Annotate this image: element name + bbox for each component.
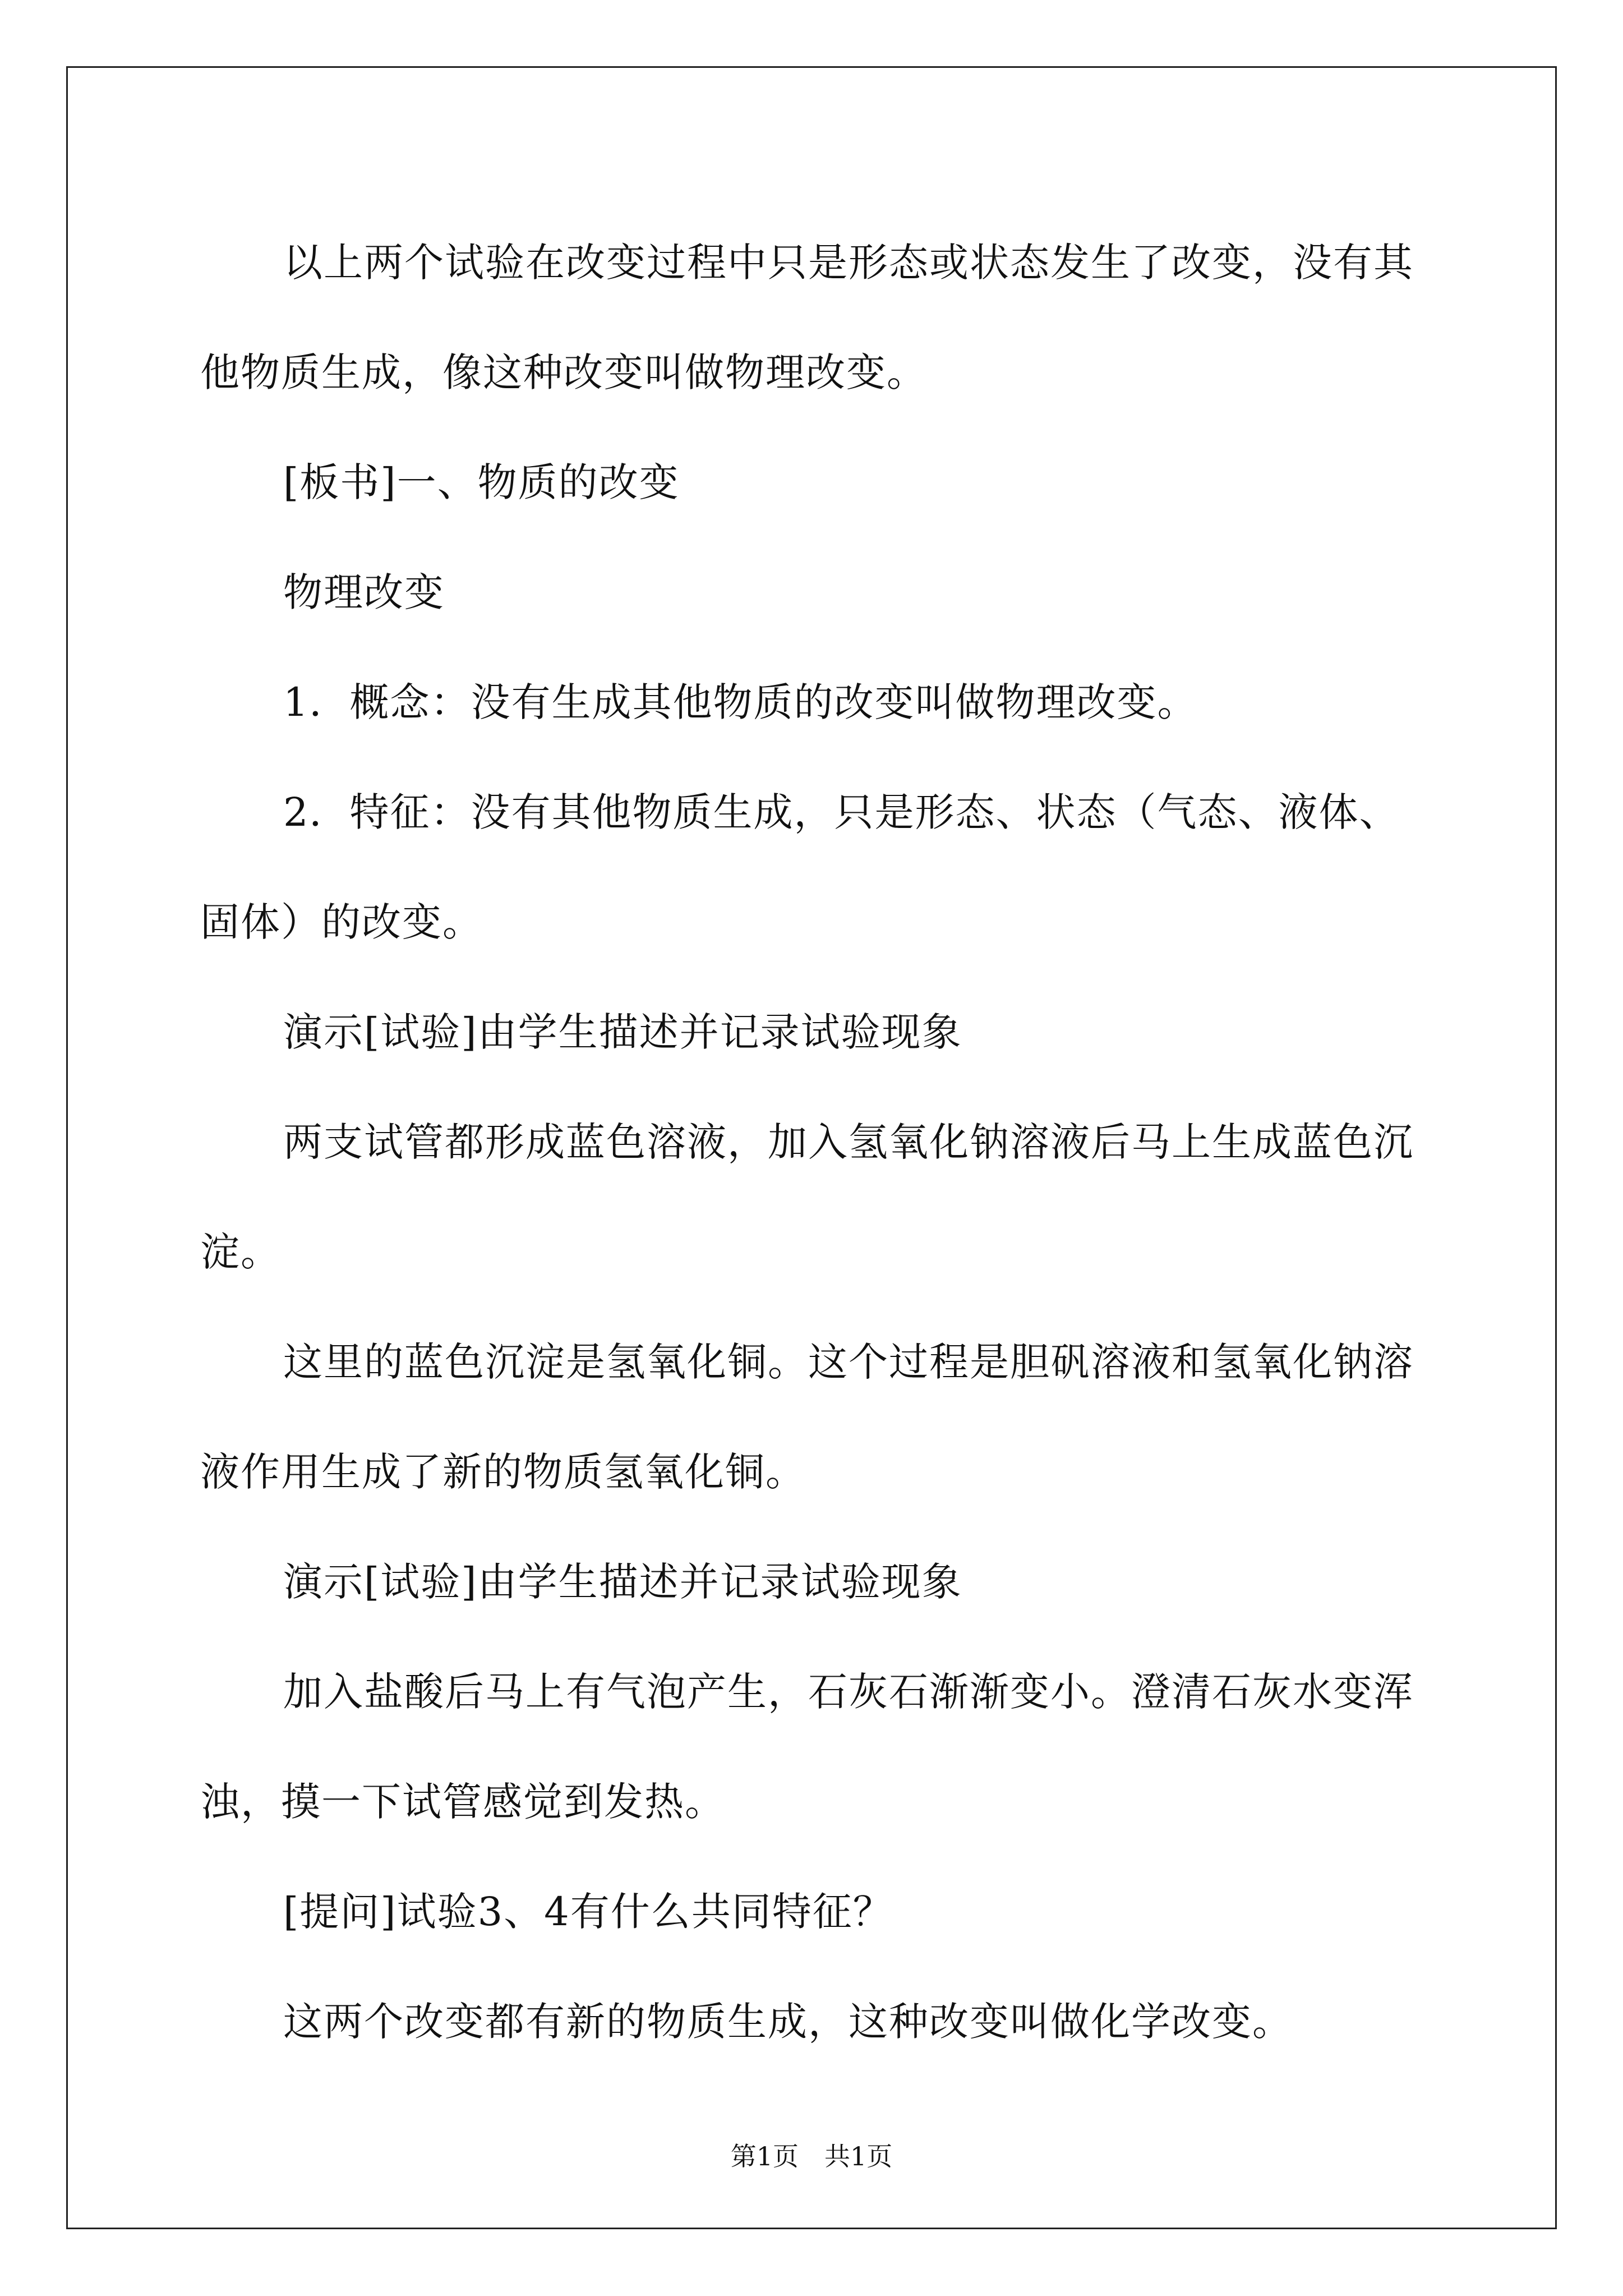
paragraph-11: [提问]试验3、4有什么共同特征？ <box>283 1889 893 1935</box>
paragraph-9: 演示[试验]由学生描述并记录试验现象 <box>283 1559 962 1605</box>
paragraph-12: 这两个改变都有新的物质生成，这种改变叫做化学改变。 <box>283 1999 1293 2045</box>
paragraph-4: 1．概念：没有生成其他物质的改变叫做物理改变。 <box>283 679 1198 725</box>
paragraph-6: 演示[试验]由学生描述并记录试验现象 <box>283 1009 962 1055</box>
paragraph-10: 加入盐酸后马上有气泡产生，石灰石渐渐变小。澄清石灰水变浑浊，摸一下试管感觉到发热。 <box>200 1669 1414 1825</box>
document-body <box>200 208 1434 2077</box>
paragraph-8: 这里的蓝色沉淀是氢氧化铜。这个过程是胆矾溶液和氢氧化钠溶液作用生成了新的物质氢氧化铜。 <box>200 1339 1414 1495</box>
page-footer: 第1页 共1页 <box>730 2141 893 2171</box>
paragraph-1: 以上两个试验在改变过程中只是形态或状态发生了改变，没有其他物质生成，像这种改变叫做物理改变。 <box>200 240 1414 395</box>
paragraph-2: [板书]一、物质的改变 <box>283 459 680 505</box>
paragraph-3: 物理改变 <box>283 569 445 615</box>
paragraph-7: 两支试管都形成蓝色溶液，加入氢氧化钠溶液后马上生成蓝色沉淀。 <box>200 1119 1414 1275</box>
paragraph-5: 2．特征：没有其他物质生成，只是形态、状态（气态、液体、固体）的改变。 <box>200 789 1400 945</box>
